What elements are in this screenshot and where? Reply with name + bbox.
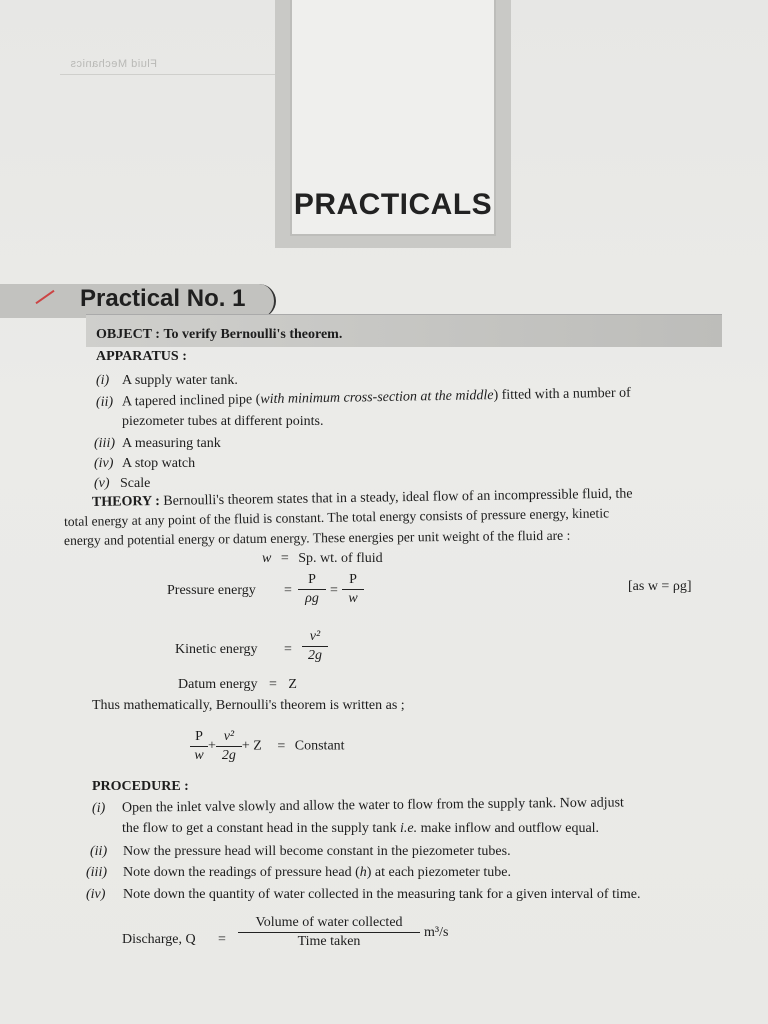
- item-text: Open the inlet valve slowly and allow the water to flow from the supply tank. Now adjust: [121, 795, 624, 816]
- fraction: [238, 914, 420, 951]
- item-text-italic: with minimum cross-section at the middle: [260, 388, 494, 408]
- item-text: A stop watch: [122, 456, 196, 471]
- item-number: (iv): [86, 887, 106, 902]
- equals-sign: =: [284, 583, 292, 598]
- weight-definition: [262, 550, 383, 568]
- bleed-through-rule: [60, 74, 290, 75]
- fraction: [302, 628, 328, 665]
- procedure-heading: PROCEDURE :: [92, 779, 189, 794]
- item-number: (iii): [86, 865, 107, 880]
- theory-text: Bernoulli's theorem states that in a steady, ideal flow of an incompressible fluid, the: [163, 486, 633, 509]
- discharge-label: Discharge, Q: [122, 932, 196, 947]
- item-text: Now the pressure head will become constant in the piezometer tubes.: [123, 844, 511, 859]
- fraction: [298, 571, 326, 608]
- datum-line: [178, 676, 297, 694]
- procedure-item: [86, 886, 640, 904]
- bernoulli-equation: [190, 728, 345, 765]
- theory-label: THEORY :: [91, 493, 160, 510]
- item-text: ) at each piezometer tube.: [366, 865, 511, 880]
- apparatus-item: [96, 372, 238, 390]
- pressure-note: [as w = ρg]: [628, 579, 692, 594]
- fraction-denominator: 2g: [308, 648, 322, 663]
- fraction-denominator: Time taken: [297, 934, 361, 949]
- plus-z-term: + Z: [241, 738, 262, 754]
- fraction-numerator: P: [298, 571, 326, 590]
- procedure-item-continuation: [122, 820, 599, 838]
- fraction-denominator: 2g: [221, 748, 236, 763]
- item-text-italic: i.e.: [400, 821, 418, 836]
- fraction-denominator: ρg: [305, 591, 319, 606]
- item-text: make inflow and outflow equal.: [417, 821, 600, 836]
- fraction-numerator: v²: [302, 628, 328, 647]
- item-text: Note down the readings of pressure head (: [123, 865, 360, 880]
- datum-label: Datum energy: [178, 677, 258, 692]
- discharge-unit: m³/s: [424, 925, 449, 940]
- practical-title: Practical No. 1: [80, 285, 246, 312]
- object-label: OBJECT :: [96, 327, 160, 342]
- item-text: ) fitted with a number of: [493, 385, 631, 404]
- equals-sign: =: [268, 677, 277, 692]
- constant-text: Constant: [294, 738, 345, 754]
- datum-value: Z: [288, 677, 297, 692]
- equals-sign: =: [284, 642, 292, 657]
- item-number: (ii): [90, 844, 108, 859]
- apparatus-item: [94, 435, 221, 453]
- item-text: the flow to get a constant head in the supply tank: [122, 821, 400, 836]
- apparatus-item-continuation: piezometer tubes at different points.: [122, 414, 324, 429]
- bleed-through-text: Fluid Mechanics: [70, 58, 157, 70]
- fraction-denominator: w: [194, 748, 204, 763]
- pressure-label: Pressure energy: [167, 583, 256, 598]
- item-number: (ii): [95, 394, 114, 410]
- equals-sign: =: [277, 738, 286, 754]
- item-text-italic: h: [359, 865, 367, 880]
- theory-line: total energy at any point of the fluid is constant. The total energy consists of pressure energy, kinetic: [63, 505, 610, 529]
- item-text: A tapered inclined pipe (: [121, 392, 261, 410]
- fraction-numerator: P: [190, 728, 208, 747]
- item-number: (i): [96, 373, 110, 388]
- section-title: PRACTICALS: [293, 188, 493, 221]
- item-text: A supply water tank.: [122, 373, 238, 388]
- procedure-item: [90, 843, 511, 861]
- item-number: (v): [94, 476, 110, 491]
- definition-text: Sp. wt. of fluid: [298, 551, 383, 566]
- theory-line: energy and potential energy or datum energy. These energies per unit weight of the fluid are :: [63, 527, 571, 548]
- thus-line: Thus mathematically, Bernoulli's theorem is written as ;: [92, 698, 405, 713]
- equals-sign: =: [218, 932, 226, 947]
- apparatus-item: [94, 455, 195, 473]
- apparatus-heading: APPARATUS :: [96, 349, 187, 364]
- item-number: (i): [91, 800, 106, 816]
- plus-sign: +: [208, 738, 216, 754]
- symbol-w: w: [262, 551, 272, 566]
- item-number: (iv): [94, 456, 114, 471]
- item-text: A measuring tank: [122, 436, 221, 451]
- item-number: (iii): [94, 436, 115, 451]
- fraction-denominator: w: [348, 591, 358, 606]
- fraction-numerator: P: [342, 571, 364, 590]
- object-line: [96, 326, 342, 344]
- object-text: To verify Bernoulli's theorem.: [163, 327, 343, 342]
- procedure-item: [92, 794, 624, 818]
- equals-sign: =: [330, 583, 338, 598]
- fraction-numerator: Volume of water collected: [238, 914, 420, 933]
- procedure-item: [86, 864, 511, 882]
- fraction-numerator: v²: [216, 728, 242, 747]
- fraction: [342, 571, 364, 608]
- item-text: Scale: [120, 476, 151, 491]
- equals-sign: =: [280, 551, 289, 566]
- kinetic-label: Kinetic energy: [175, 642, 258, 657]
- item-text: Note down the quantity of water collected in the measuring tank for a given interval of time.: [123, 887, 641, 902]
- apparatus-item: [94, 475, 150, 493]
